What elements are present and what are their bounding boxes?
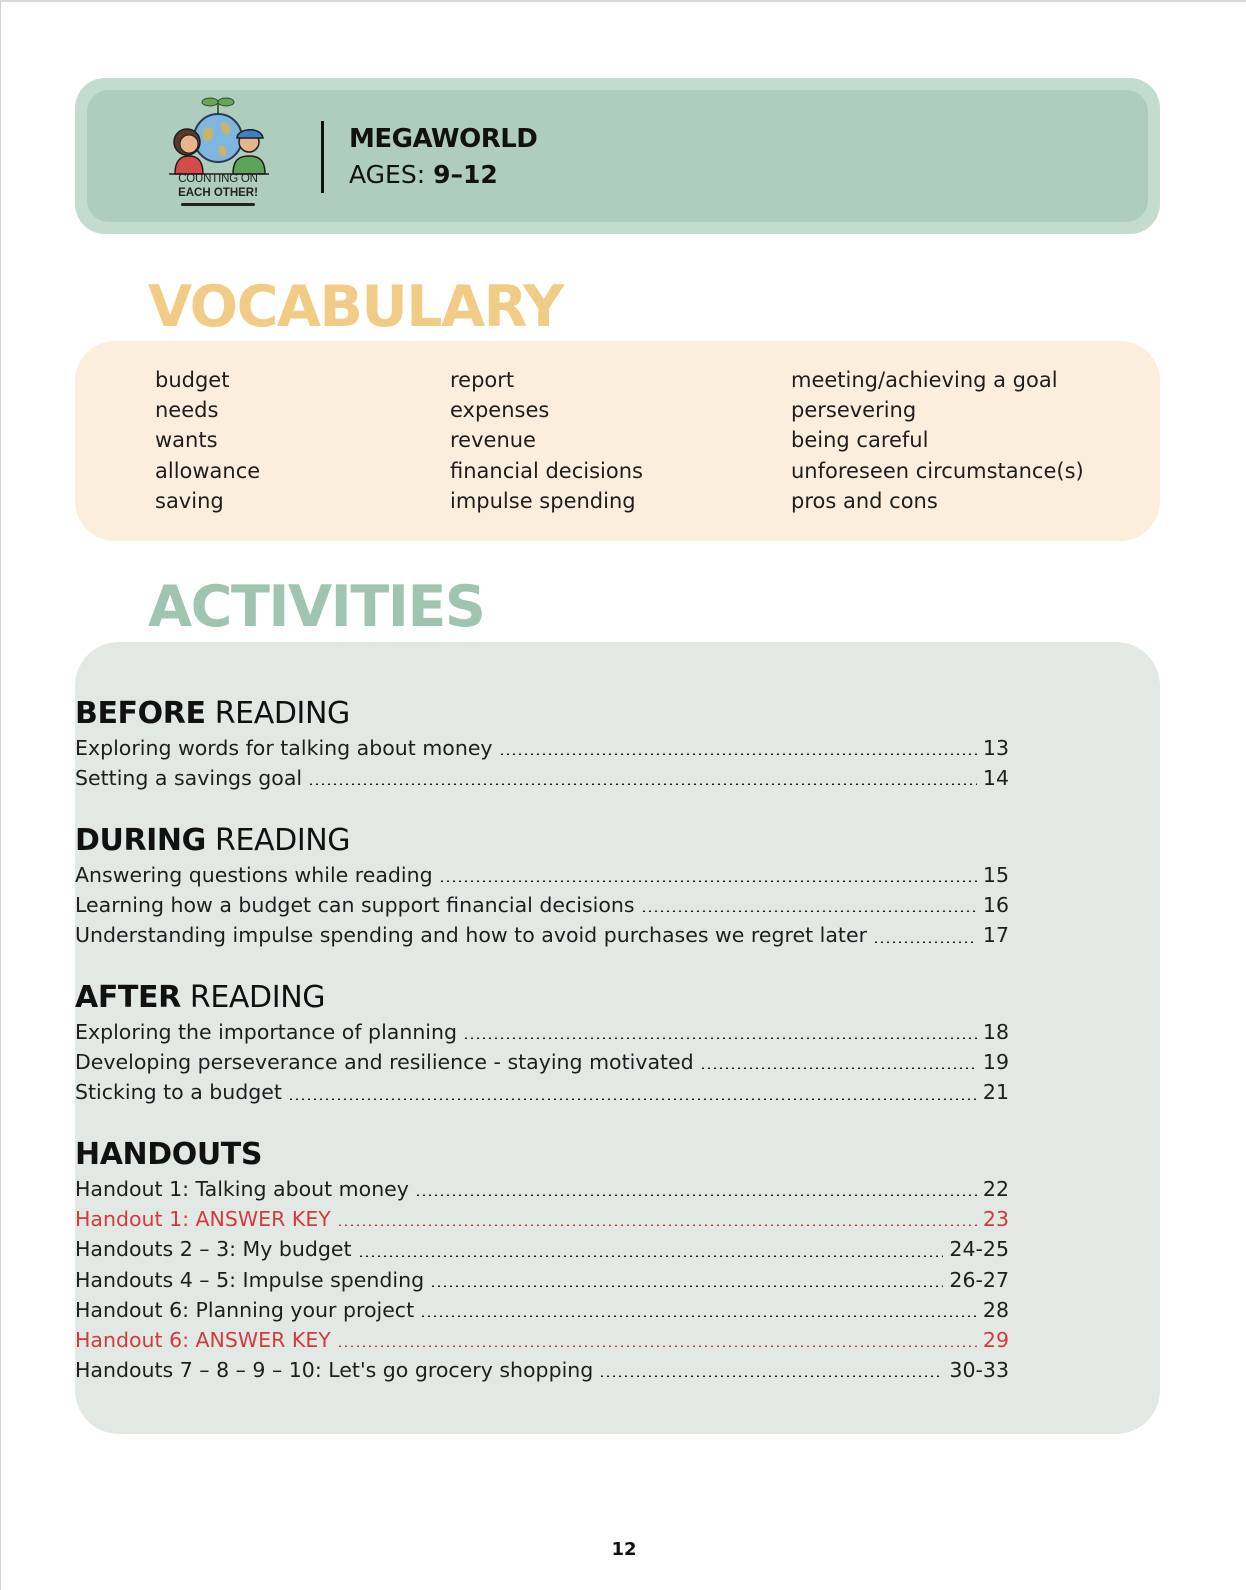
vocab-word: revenue [450,428,536,453]
vocab-word: saving [155,488,224,513]
vocab-word: needs [155,398,219,423]
toc-entry-answer-key[interactable]: Handout 1: ANSWER KEY 23 [75,1207,1009,1232]
toc-entry[interactable]: Handouts 2 – 3: My budget 24-25 [75,1237,1009,1262]
ages-label: AGES: [349,160,434,189]
vocab-word: allowance [155,458,261,483]
vocabulary-box [75,341,1160,541]
vocabulary-column-1 [155,365,260,516]
after-reading-heading: AFTER READING [75,980,326,1015]
vocab-word: report [450,368,515,392]
globe-kids-icon [163,96,273,176]
ages-value: 9–12 [433,160,498,189]
vocab-word: budget [155,368,230,392]
vocab-word: being careful [791,428,929,453]
toc-entry[interactable]: Learning how a budget can support financial decisions 16 [75,893,1009,918]
before-reading-heading: BEFORE READING [75,696,350,731]
logo-underline [181,203,255,206]
activities-heading: ACTIVITIES [148,574,485,640]
vocab-word: wants [155,428,218,453]
header-divider [321,121,324,193]
during-reading-heading: DURING READING [75,823,351,858]
handouts-heading: HANDOUTS [75,1137,263,1172]
counting-on-each-other-logo [163,96,273,214]
toc-entry[interactable]: Setting a savings goal 14 [75,766,1009,791]
toc-entry[interactable]: Handouts 4 – 5: Impulse spending 26-27 [75,1267,1009,1292]
vocab-word: expenses [450,398,550,423]
page-number: 12 [611,1539,637,1560]
toc-entry[interactable]: Handouts 7 – 8 – 9 – 10: Let's go grocery shopping 30-33 [75,1358,1009,1383]
before-reading-section [75,695,1009,793]
toc-entry[interactable]: Exploring the importance of planning 18 [75,1020,1009,1044]
toc-entry[interactable]: Answering questions while reading 15 [75,863,1009,887]
after-reading-section [75,979,1009,1108]
vocab-word: unforeseen circumstance(s) [791,458,1084,483]
toc-entry[interactable]: Understanding impulse spending and how to avoid purchases we regret later 17 [75,923,1009,948]
toc-entry[interactable]: Handout 1: Talking about money 22 [75,1177,1009,1201]
during-reading-section [75,822,1009,951]
logo-text-line1: COUNTING ON [178,173,258,185]
vocab-word: financial decisions [450,458,643,483]
vocabulary-column-2 [450,365,643,516]
handouts-section [75,1136,1009,1385]
toc-entry[interactable]: Sticking to a budget 21 [75,1080,1009,1105]
vocab-word: persevering [791,398,917,423]
header-banner [75,78,1160,234]
toc-entry-answer-key[interactable]: Handout 6: ANSWER KEY 29 [75,1328,1009,1353]
toc-entry[interactable]: Handout 6: Planning your project 28 [75,1297,1009,1322]
vocab-word: impulse spending [450,488,636,513]
vocabulary-column-3 [791,365,1084,516]
book-title: MEGAWORLD [349,124,538,154]
vocab-word: pros and cons [791,488,938,513]
toc-entry[interactable]: Exploring words for talking about money 13 [75,736,1009,760]
ages-range [349,160,498,189]
toc-entry[interactable]: Developing perseverance and resilience - staying motivated 19 [75,1050,1009,1075]
logo-text-line2: EACH OTHER! [178,187,258,199]
vocab-word: meeting/achieving a goal [791,368,1058,392]
header-banner-inner [87,90,1148,222]
vocabulary-heading: VOCABULARY [148,274,563,340]
